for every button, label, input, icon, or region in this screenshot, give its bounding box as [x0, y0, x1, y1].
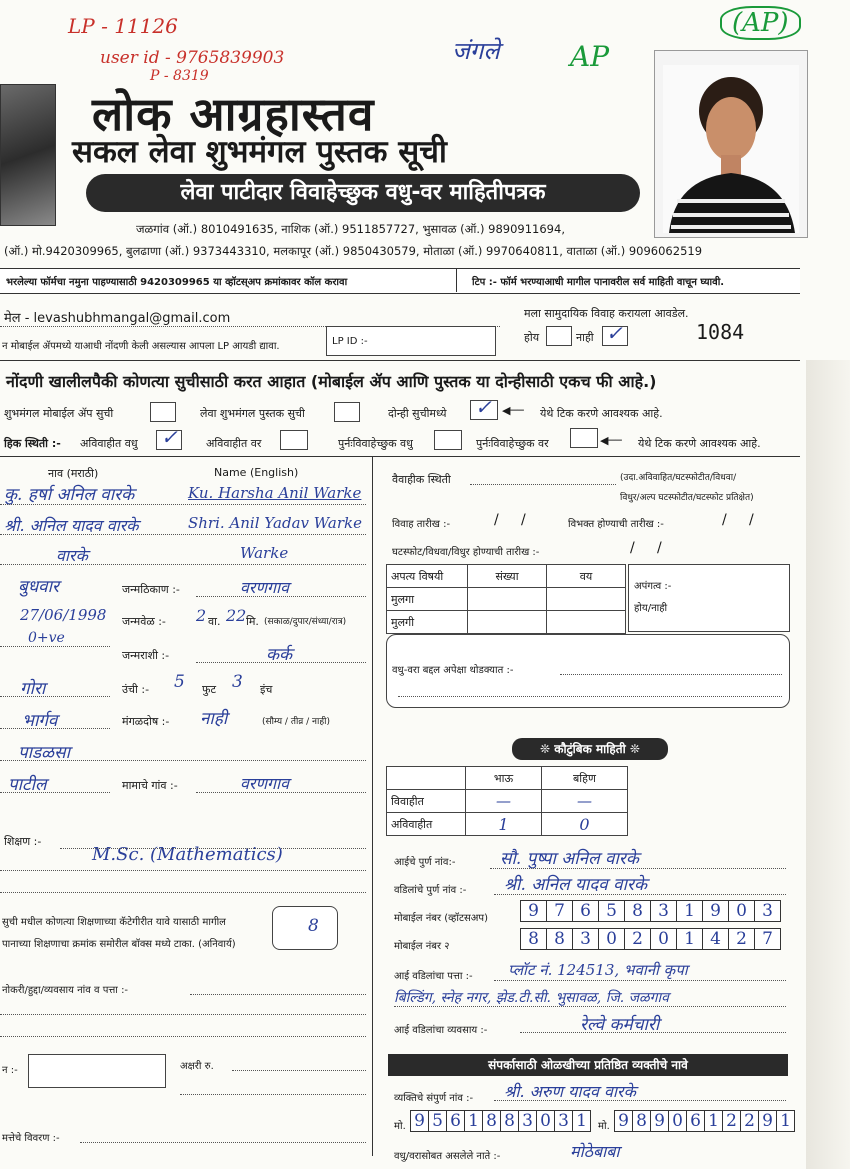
digit-cell: 3 — [755, 900, 781, 922]
reg-book-checkbox[interactable] — [334, 402, 360, 422]
edu-category-value: 8 — [308, 916, 319, 936]
father-name: श्री. अनिल यादव वारके — [504, 875, 648, 895]
digit-cell: 9 — [759, 1110, 777, 1132]
digit-cell: 9 — [520, 900, 547, 922]
digit-cell: 1 — [573, 1110, 591, 1132]
digit-cell: 7 — [755, 928, 781, 950]
kul: पाडळसा — [18, 743, 70, 763]
community-label: मला सामुदायिक विवाह करायला आवडेल. — [524, 307, 689, 320]
digit-cell: 3 — [555, 1110, 573, 1132]
disability-label: अपंगत्व :- — [634, 581, 672, 592]
birth-time-hour: 2 — [196, 606, 207, 625]
digit-cell: 9 — [614, 1110, 633, 1132]
edu-category-note-1: सुची मधील कोणत्या शिक्षणाच्या कॅटेगीरीत यावे यासाठी मागील — [2, 917, 226, 928]
manglik-value: नाही — [200, 709, 228, 729]
app-note: न मोबाईल ॲपमध्ये याआधी नोंदणी केली असल्यास आपला LP आयडी द्यावा. — [2, 341, 280, 352]
children-header-2: संख्या — [468, 565, 547, 588]
status-remarriage-groom: पुर्नःविवाहेच्छुक वर — [476, 437, 549, 450]
edu-category-field[interactable] — [272, 906, 338, 950]
date-slashes: / / — [630, 540, 662, 556]
disability-options: होय/नाही — [634, 603, 668, 614]
name-marathi: कु. हर्षा अनिल वारके — [4, 485, 135, 505]
address-label: आई वडिलांचा पत्ता :- — [394, 971, 473, 982]
ap-annotation: AP — [570, 40, 610, 73]
reference-mobile2-cells — [614, 1110, 795, 1132]
reg-option-both: दोन्ही सुचीमध्ये — [388, 407, 447, 420]
digit-cell: 7 — [547, 900, 573, 922]
mother-name: सौ. पुष्पा अनिल वारके — [500, 849, 639, 869]
community-no-checkbox[interactable] — [602, 321, 628, 346]
birth-day: बुधवार — [18, 577, 59, 597]
check-mark-icon: ✓ — [606, 321, 623, 345]
married-row-label: विवाहीत — [387, 790, 466, 813]
digit-cell: 3 — [651, 900, 677, 922]
reference-name: श्री. अरुण यादव वारके — [504, 1082, 636, 1101]
digit-cell: 9 — [651, 1110, 669, 1132]
arrow-icon: ◀── — [600, 434, 622, 447]
status-rgroom-checkbox[interactable] — [570, 428, 598, 448]
header-band: लेवा पाटीदार विवाहेच्छुक वधु-वर माहितीपत्रक — [86, 174, 640, 212]
date-slashes: / / — [494, 512, 526, 528]
brother-header: भाऊ — [466, 767, 542, 790]
father-marathi: श्री. अनिल यादव वारके — [4, 516, 139, 535]
digit-cell: 4 — [703, 928, 729, 950]
sisters-unmarried: 0 — [541, 813, 627, 836]
edu-category-note-2: पानाच्या शिक्षणाचा क्रमांक समोरील बॉक्स मध्ये टाका. (अनिवार्य) — [2, 939, 236, 950]
divorce-date-label: घटस्फोट/विधवा/विधुर होण्याची तारीख :- — [392, 547, 540, 558]
brothers-unmarried: 1 — [466, 813, 542, 836]
name-english: Ku. Harsha Anil Warke — [188, 484, 362, 502]
birthplace-value: वरणगाव — [240, 578, 290, 597]
birth-time-unit: वा. — [208, 615, 221, 628]
col-marathi: नाव (मराठी) — [48, 467, 99, 480]
caste: पाटील — [8, 775, 47, 795]
children-girl: मुलगी — [387, 611, 468, 634]
status-remarriage-bride: पुर्नःविवाहेच्छुक वधु — [338, 437, 413, 450]
reference-mo-label-2: मो. — [598, 1121, 610, 1132]
digit-cell: 8 — [501, 1110, 519, 1132]
height-label: उंची :- — [122, 683, 150, 696]
height-ft-unit: फुट — [202, 683, 217, 696]
height-inch: 3 — [232, 672, 243, 692]
manglik-label: मंगळदोष :- — [122, 715, 170, 728]
rashi-value: कर्क — [266, 645, 293, 665]
page-title: लोक आग्रहास्तव — [92, 87, 375, 141]
father-english: Shri. Anil Yadav Warke — [188, 514, 362, 532]
brothers-married: — — [466, 790, 542, 813]
mama-label: मामाचे गांव :- — [122, 779, 178, 792]
birth-time-label: जन्मवेळ :- — [122, 615, 166, 628]
relation-value: मोठेबाबा — [570, 1142, 620, 1161]
surname-marathi: वारके — [56, 546, 88, 565]
digit-cell: 9 — [703, 900, 729, 922]
mobile1-label: मोबाईल नंबर (व्हॉटसअप) — [394, 913, 488, 924]
reg-app-checkbox[interactable] — [150, 402, 176, 422]
contacts-line-2: (ऑ.) मो.9420309965, बुलढाणा (ऑ.) 9373443310, मलकापूर (ऑ.) 9850430579, मोताळा (ऑ.) 9970640811, वाताळा (ऑ.) 9096062519 — [4, 244, 703, 258]
col-english: Name (English) — [214, 466, 299, 479]
status-bride-checkbox[interactable] — [156, 425, 182, 450]
digit-cell: 5 — [599, 900, 625, 922]
blood-group: 0+ve — [28, 630, 65, 646]
registration-heading: नोंदणी खालीलपैकी कोणत्या सुचीसाठी करत आहात (मोबाईल ॲप आणि पुस्तक या दोन्हीसाठी एकच फी आहे.) — [6, 372, 657, 391]
surname-english: Warke — [240, 544, 289, 562]
father-label: वडिलांचे पुर्ण नांव :- — [394, 885, 467, 896]
digit-cell: 9 — [410, 1110, 429, 1132]
reg-both-checkbox[interactable] — [470, 395, 498, 420]
education-label: शिक्षण :- — [4, 835, 42, 848]
occupation-value: रेल्वे कर्मचारी — [580, 1015, 660, 1035]
userid-annotation: user id - 9765839903 — [100, 48, 285, 68]
date-slashes: / / — [722, 512, 754, 528]
income-field[interactable] — [28, 1054, 166, 1088]
birth-time-options: (सकाळ/दुपार/संध्या/रात्र) — [264, 617, 347, 627]
expectation-label: वधु-वरा बद्दल अपेक्षा थोडक्यात :- — [392, 665, 514, 676]
reference-mo-label-1: मो. — [394, 1121, 406, 1132]
reg-option-book: लेवा शुभमंगल पुस्तक सुची — [200, 407, 305, 420]
marriage-date-label: विवाह तारीख :- — [392, 519, 451, 530]
digit-cell: 2 — [729, 928, 755, 950]
digit-cell: 0 — [537, 1110, 555, 1132]
applicant-photo — [654, 50, 808, 238]
mobile2-label: मोबाईल नंबर २ — [394, 941, 450, 952]
status-unmarried-groom: अविवाहीत वर — [206, 437, 262, 450]
marital-options-2: विधुर/अल्प घटस्फोटीत/घटस्फोट प्रतिक्षेत) — [620, 493, 754, 503]
disability-box — [628, 564, 790, 632]
mama-value: वरणगाव — [240, 774, 290, 793]
community-yes-checkbox[interactable] — [546, 326, 572, 346]
digit-cell: 0 — [651, 928, 677, 950]
form-number: 1084 — [696, 320, 745, 344]
address-line-1: प्लॉट नं. 124513, भवानी कृपा — [508, 961, 688, 979]
marital-options-1: (उदा.अविवाहित/घटस्फोटीत/विधवा/ — [620, 473, 737, 483]
digit-cell: 3 — [519, 1110, 537, 1132]
arrow-icon: ◀── — [502, 404, 524, 417]
page-edge — [806, 360, 850, 1169]
separation-date-label: विभक्त होण्याची तारीख :- — [568, 519, 664, 530]
address-line-2: बिल्डिंग, स्नेह नगर, झेड.टी.सी. भुसावळ, जि. जळगाव — [394, 990, 669, 1006]
digit-cell: 8 — [547, 928, 573, 950]
community-yes: होय — [524, 331, 540, 344]
complexion: गोरा — [20, 679, 46, 699]
siblings-table — [386, 766, 628, 836]
mother-label: आईचे पुर्ण नांव:- — [394, 857, 456, 868]
height-feet: 5 — [174, 672, 185, 692]
children-header-3: वय — [547, 565, 626, 588]
page-subtitle: सकल लेवा शुभमंगल पुस्तक सूची — [72, 134, 447, 170]
digit-cell: 0 — [669, 1110, 687, 1132]
property-label: मत्तेचे विवरण :- — [2, 1133, 60, 1144]
date-of-birth: 27/06/1998 — [20, 606, 107, 624]
deity-image — [0, 84, 56, 226]
digit-cell: 3 — [573, 928, 599, 950]
digit-cell: 2 — [741, 1110, 759, 1132]
rashi-label: जन्मराशी :- — [122, 649, 170, 662]
sister-header: बहिण — [541, 767, 627, 790]
contacts-line-1: जळगांव (ऑ.) 8010491635, नाशिक (ऑ.) 9511857727, भुसावळ (ऑ.) 9890911694, — [136, 222, 565, 236]
digit-cell: 6 — [447, 1110, 465, 1132]
children-header-1: अपत्य विषयी — [387, 565, 468, 588]
manglik-options: (सौम्य / तीव्र / नाही) — [262, 717, 330, 727]
reference-heading: संपर्कासाठी ओळखीच्या प्रतिष्ठित व्यक्तीचे नावे — [388, 1054, 788, 1076]
reg-option-app: शुभमंगल मोबाईल ॲप सुची — [4, 407, 114, 420]
birth-time-min: 22 — [226, 606, 247, 625]
income-words-label: अक्षरी रु. — [180, 1061, 214, 1072]
digit-cell: 8 — [483, 1110, 501, 1132]
check-mark-icon: ✓ — [161, 425, 178, 449]
children-boy: मुलगा — [387, 588, 468, 611]
children-table — [386, 564, 626, 634]
education-value: M.Sc. (Mathematics) — [92, 844, 283, 865]
check-mark-icon: ✓ — [475, 395, 492, 419]
marital-status-label: हिक स्थिती :- — [4, 437, 61, 450]
community-no: नाही — [576, 331, 594, 344]
notice-left: भरलेल्या फॉर्मचा नमुना पाहण्यासाठी 9420309965 या व्हॉटस्‌अप क्रमांकावर कॉल करावा — [6, 277, 348, 288]
digit-cell: 8 — [520, 928, 547, 950]
notice-right: टिप :- फॉर्म भरण्याआधी मागील पानावरील सर्व माहिती वाचून घ्यावी. — [472, 277, 725, 288]
lp-annotation: LP - 11126 — [68, 14, 178, 38]
digit-cell: 0 — [599, 928, 625, 950]
job-label: नोकरी/हुद्दा/व्यवसाय नांव व पत्ता :- — [2, 985, 129, 996]
tick-note-2: येथे टिक करणे आवश्यक आहे. — [638, 437, 761, 450]
digit-cell: 0 — [729, 900, 755, 922]
lp-id-label: LP ID :- — [332, 336, 368, 347]
unmarried-row-label: अविवाहीत — [387, 813, 466, 836]
mobile1-cells — [520, 900, 781, 922]
height-inch-unit: इंच — [260, 683, 273, 696]
digit-cell: 1 — [777, 1110, 795, 1132]
p-annotation: P - 8319 — [150, 68, 209, 84]
status-rbride-checkbox[interactable] — [434, 430, 462, 450]
digit-cell: 8 — [625, 900, 651, 922]
family-heading: ❊ कौटुंबिक माहिती ❊ — [512, 738, 668, 760]
relation-label: वधु/वरासोबत असलेले नाते :- — [394, 1151, 501, 1162]
ap-circle-annotation: (AP) — [720, 6, 801, 40]
digit-cell: 1 — [677, 900, 703, 922]
digit-cell: 5 — [429, 1110, 447, 1132]
digit-cell: 2 — [723, 1110, 741, 1132]
income-label: न :- — [2, 1065, 18, 1076]
status-groom-checkbox[interactable] — [280, 430, 308, 450]
tick-note-1: येथे टिक करणे आवश्यक आहे. — [540, 407, 663, 420]
occupation-label: आई वडिलांचा व्यवसाय :- — [394, 1025, 488, 1036]
surname-annotation: जंगले — [452, 37, 500, 65]
digit-cell: 6 — [687, 1110, 705, 1132]
email-label: मेल - levashubhmangal@gmail.com — [4, 311, 231, 326]
digit-cell: 8 — [633, 1110, 651, 1132]
marital-label: वैवाहीक स्थिती — [392, 473, 451, 486]
gotra: भार्गव — [22, 711, 58, 731]
reference-name-label: व्यक्तिचे संपुर्ण नांव :- — [394, 1093, 474, 1104]
birthplace-label: जन्मठिकाण :- — [122, 583, 180, 596]
digit-cell: 6 — [573, 900, 599, 922]
mobile2-cells — [520, 928, 781, 950]
sisters-married: — — [541, 790, 627, 813]
status-unmarried-bride: अविवाहीत वधु — [80, 437, 138, 450]
digit-cell: 1 — [677, 928, 703, 950]
reference-mobile1-cells — [410, 1110, 591, 1132]
digit-cell: 2 — [625, 928, 651, 950]
digit-cell: 1 — [705, 1110, 723, 1132]
birth-min-unit: मि. — [246, 615, 259, 628]
digit-cell: 1 — [465, 1110, 483, 1132]
